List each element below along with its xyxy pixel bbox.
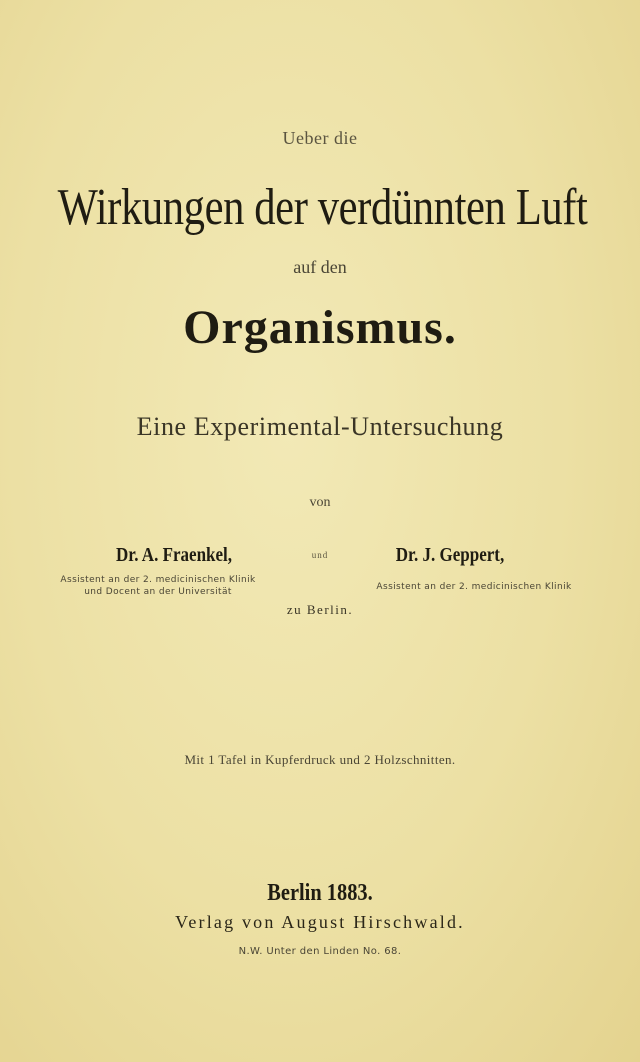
imprint-address: N.W. Unter den Linden No. 68. [238,946,402,957]
main-title: Wirkungen der verdünnten Luft [57,179,588,236]
author-2-name: Dr. J. Geppert, [395,544,505,566]
author-1-name: Dr. A. Fraenkel, [115,544,232,566]
title-pre: Ueber die [282,128,358,148]
title-connector: auf den [293,257,347,277]
author-1-affiliation-line-1: Assistent an der 2. medicinischen Klinik [60,575,256,585]
imprint-place-year: Berlin 1883. [267,880,373,906]
imprint-publisher: Verlag von August Hirschwald. [175,912,465,932]
byline-location: zu Berlin. [286,602,354,617]
author-2-affiliation-line-1: Assistent an der 2. medicinischen Klinik [376,582,572,592]
illustrations-note: Mit 1 Tafel in Kupferdruck und 2 Holzschnitten. [184,752,456,767]
title-object: Organismus. [183,301,457,354]
author-1-affiliation-line-2: und Docent an der Universität [84,587,232,597]
byline-und: und [311,550,329,560]
subtitle: Eine Experimental-Untersuchung [136,412,504,441]
byline-von: von [309,495,331,510]
